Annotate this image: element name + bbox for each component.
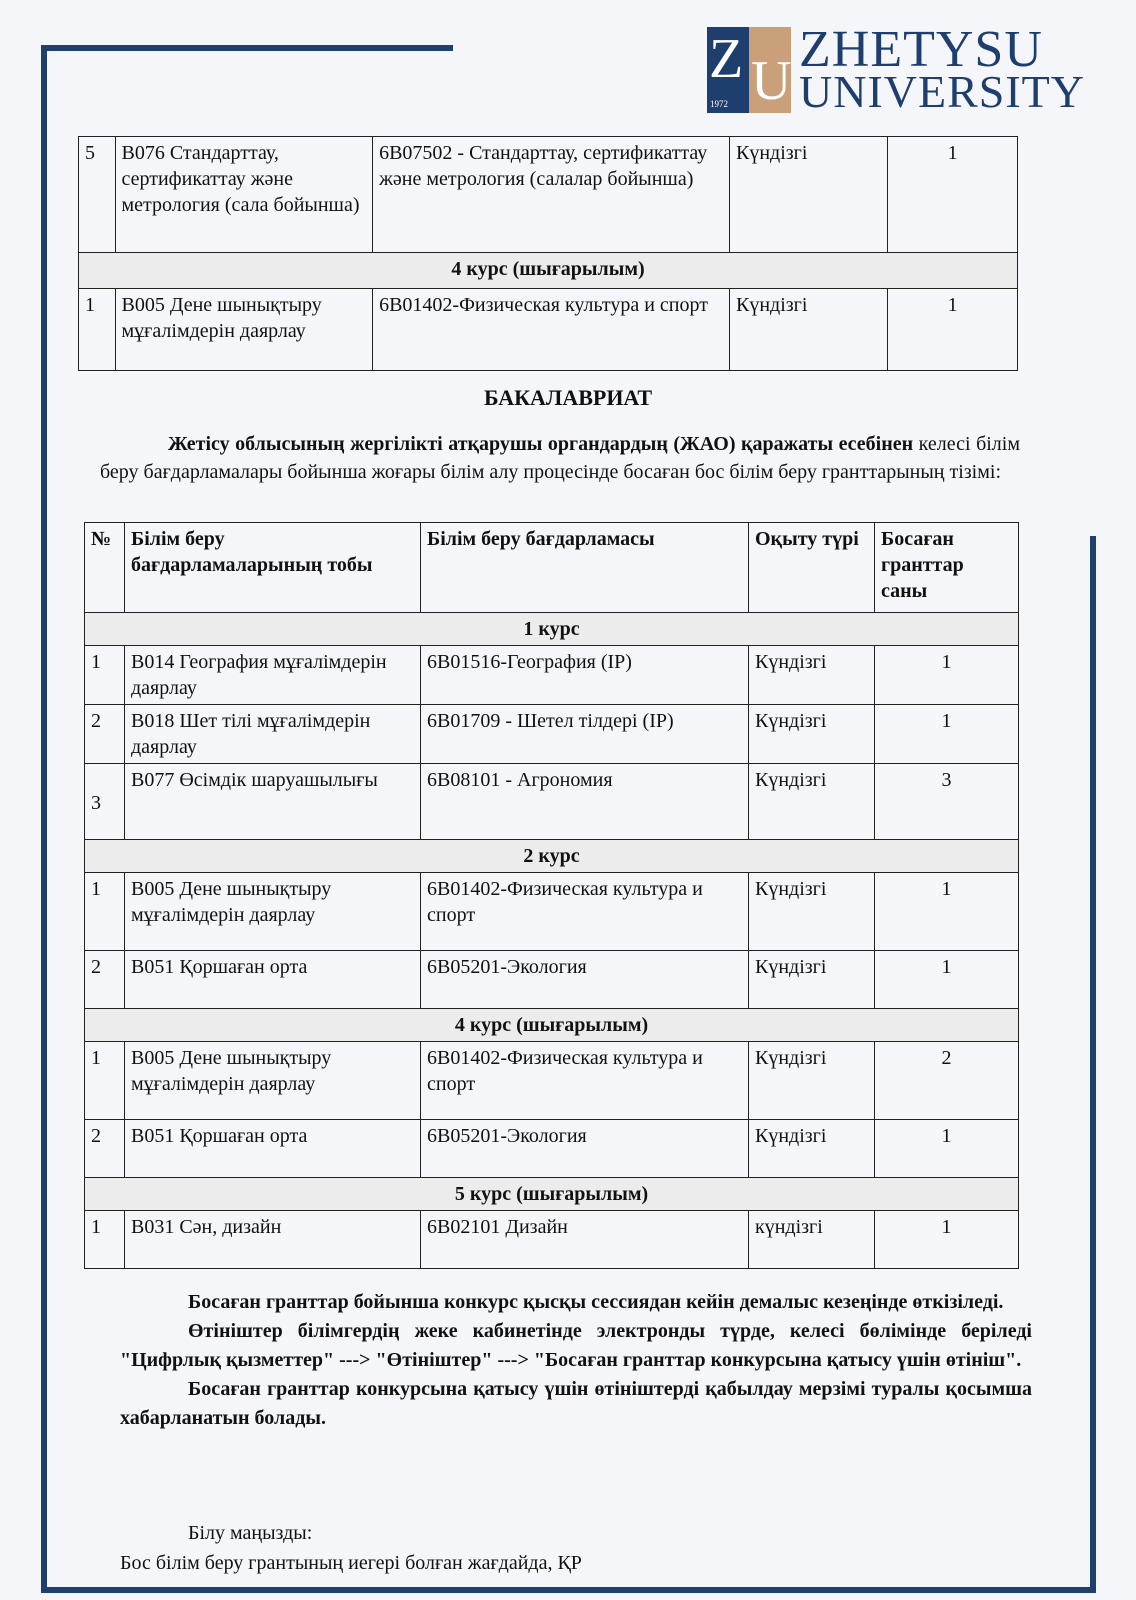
logo-letter-u: U [751,50,792,112]
cell-num: 1 [79,289,116,371]
header-form: Оқыту түрі [749,523,875,613]
table-row [79,289,1018,371]
cell-group: B076 Стандарттау, сертификаттау және метрология (сала бойынша) [115,137,373,253]
cell-program: 6B01402-Физическая культура и спорт [421,1042,749,1120]
section-row [79,253,1018,289]
header-count: Босаған гранттар саны [875,523,1019,613]
cell-count: 3 [875,764,1019,840]
note-paragraph: Өтініштер білімгердің жеке кабинетінде электронды түрде, келесі бөлімінде беріледі "Цифрлық қызметтер" ---> "Өтініштер" ---> "Босаған гранттар конкурсына қатысу үшін өтініш". [120,1320,1032,1371]
section-title: 1 курс [85,613,1019,646]
cell-num: 3 [85,764,125,840]
cell-group: B005 Дене шынықтыру мұғалімдерін даярлау [125,873,421,951]
logo-year: 1972 [710,99,728,109]
section-row [85,613,1019,646]
cell-program: 6B05201-Экология [421,1120,749,1178]
logo-name-line2: UNIVERSITY [799,66,1085,117]
cell-program: 6B01402-Физическая культура и спорт [373,289,730,371]
cell-num: 5 [79,137,116,253]
cell-count: 1 [888,137,1018,253]
footer-line1: Білу маңызды: [188,1522,313,1544]
cell-num: 1 [85,1042,125,1120]
header-row [85,523,1019,613]
footer-line2: Бос білім беру грантының иегері болған жағдайда, ҚР [120,1552,582,1574]
frame-right-line [1090,536,1096,1593]
table-row [85,951,1019,1009]
cell-count: 1 [875,705,1019,764]
cell-count: 1 [888,289,1018,371]
section-title: 4 курс (шығарылым) [85,1009,1019,1042]
cell-group: B031 Сән, дизайн [125,1211,421,1269]
cell-program: 6B02101 Дизайн [421,1211,749,1269]
intro-paragraph [100,430,1020,486]
cell-group: B051 Қоршаған орта [125,951,421,1009]
section-title: 5 курс (шығарылым) [85,1178,1019,1211]
cell-group: B005 Дене шынықтыру мұғалімдерін даярлау [115,289,373,371]
note-paragraph: Босаған гранттар конкурсына қатысу үшін өтініштерді қабылдау мерзімі туралы қосымша хабарланатын болады. [120,1378,1032,1429]
cell-num: 1 [85,873,125,951]
note-paragraph: Босаған гранттар бойынша конкурс қысқы сессиядан кейін демалыс кезеңінде өткізіледі. [188,1291,1004,1313]
section-title: 2 курс [85,840,1019,873]
cell-count: 1 [875,646,1019,705]
section-row [85,1178,1019,1211]
cell-program: 6B01709 - Шетел тілдері (IP) [421,705,749,764]
bachelor-grants-table [84,522,1019,1269]
cell-program: 6B07502 - Стандарттау, сертификаттау және метрология (салалар бойынша) [373,137,730,253]
cell-num: 2 [85,705,125,764]
cell-form: Күндізгі [749,1042,875,1120]
table-row [85,1042,1019,1120]
cell-count: 1 [875,1120,1019,1178]
top-grants-table [78,136,1018,371]
cell-program: 6B08101 - Агрономия [421,764,749,840]
cell-group: B018 Шет тілі мұғалімдерін даярлау [125,705,421,764]
university-logo [707,21,1085,117]
cell-count: 1 [875,1211,1019,1269]
table-row [85,764,1019,840]
logo-name-line1: ZHETYSU [799,21,1043,78]
cell-num: 1 [85,646,125,705]
cell-num: 1 [85,1211,125,1269]
cell-program: 6B01516-География (IP) [421,646,749,705]
table-row [85,646,1019,705]
cell-program: 6B05201-Экология [421,951,749,1009]
section-row [85,1009,1019,1042]
cell-group: B014 География мұғалімдерін даярлау [125,646,421,705]
frame-bottom-line [41,1587,1096,1593]
intro-lead: Жетісу облысының жергілікті атқарушы органдардың (ЖАО) қаражаты есебінен [168,433,914,455]
notes-block [120,1288,1032,1433]
frame-top-line [41,45,453,51]
section-title: 4 курс (шығарылым) [79,253,1018,289]
footer-block [120,1518,1032,1578]
cell-form: Күндізгі [749,705,875,764]
cell-form: Күндізгі [749,873,875,951]
section-heading: БАКАЛАВРИАТ [483,385,653,410]
cell-num: 2 [85,1120,125,1178]
table-row [85,1120,1019,1178]
frame-left-line [41,45,47,1593]
cell-count: 1 [875,873,1019,951]
header-program: Білім беру бағдарламасы [421,523,749,613]
cell-form: Күндізгі [749,764,875,840]
cell-program: 6B01402-Физическая культура и спорт [421,873,749,951]
table-row [85,873,1019,951]
cell-group: B005 Дене шынықтыру мұғалімдерін даярлау [125,1042,421,1120]
intro-rest: келесі білім беру бағдарламалары бойынша жоғары білім алу процесінде босаған бос білім беру гранттарының тізімі: [100,433,1020,483]
header-num: № [85,523,125,613]
cell-form: Күндізгі [749,1120,875,1178]
section-row [85,840,1019,873]
cell-count: 1 [875,951,1019,1009]
cell-num: 2 [85,951,125,1009]
header-group: Білім беру бағдарламаларының тобы [125,523,421,613]
cell-group: B077 Өсімдік шаруашылығы [125,764,421,840]
cell-form: Күндізгі [749,646,875,705]
cell-count: 2 [875,1042,1019,1120]
cell-form: күндізгі [749,1211,875,1269]
table-row [85,1211,1019,1269]
table-row [85,705,1019,764]
cell-form: Күндізгі [730,289,888,371]
logo-letter-z: Z [709,28,744,90]
cell-form: Күндізгі [749,951,875,1009]
table-row [79,137,1018,253]
logo-mark [707,27,791,113]
cell-form: Күндізгі [730,137,888,253]
cell-group: B051 Қоршаған орта [125,1120,421,1178]
